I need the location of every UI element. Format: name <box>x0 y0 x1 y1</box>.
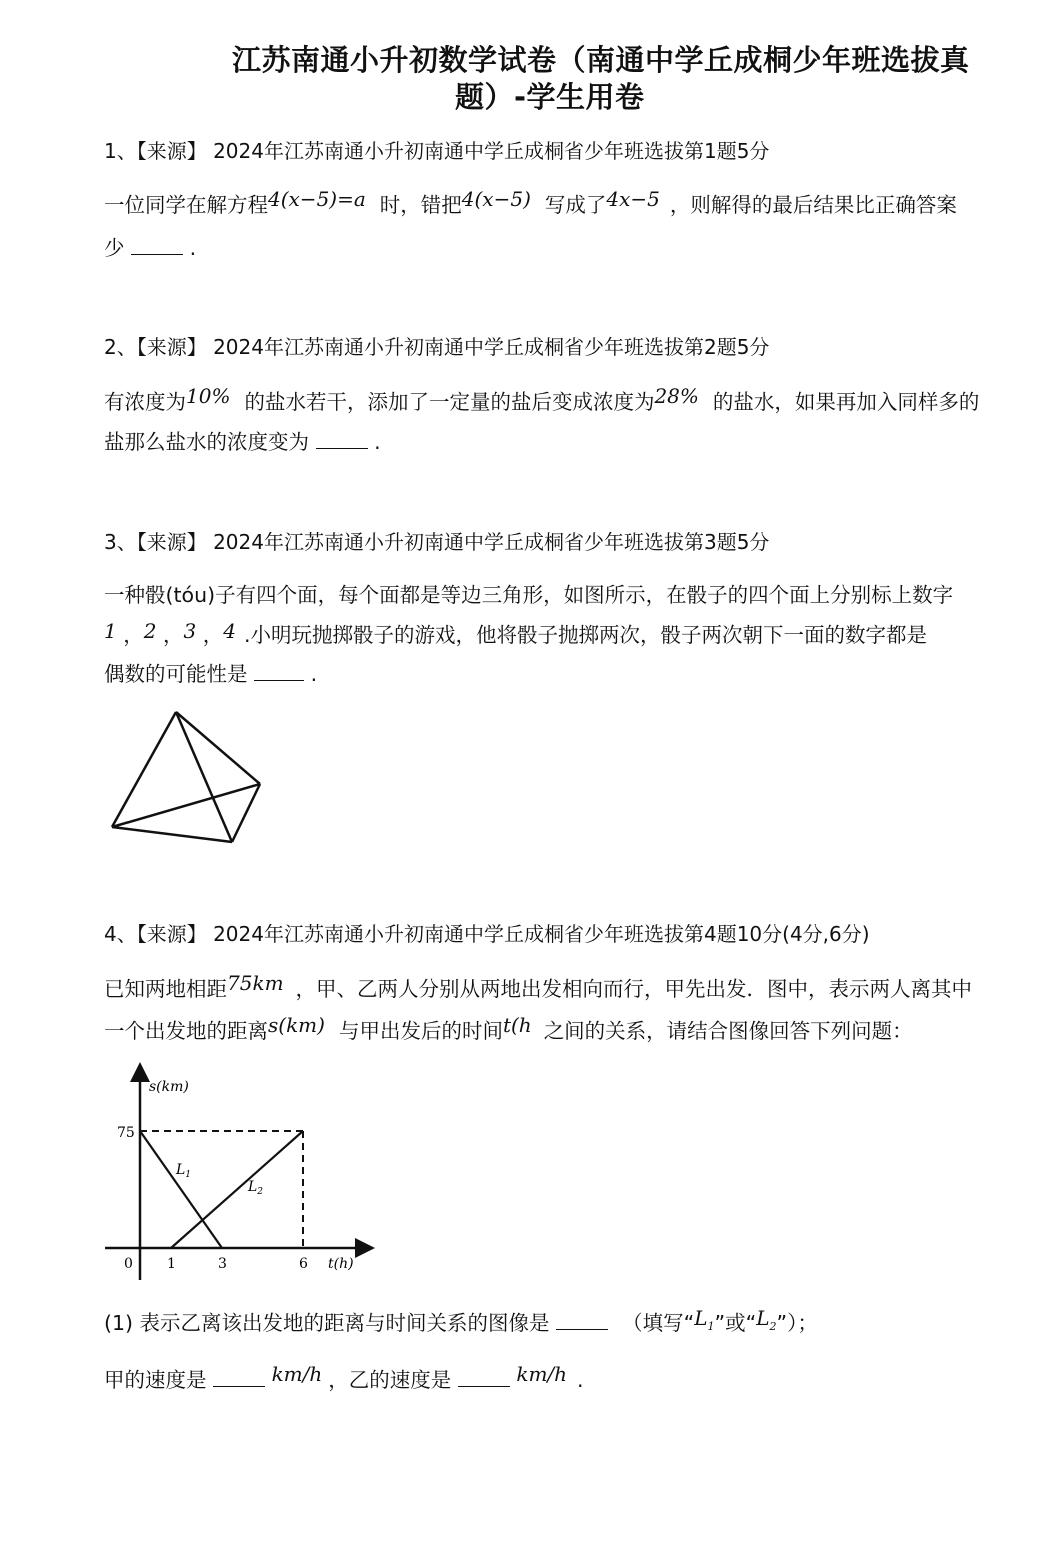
q3-answer-blank[interactable] <box>254 662 304 681</box>
q1-text-a: 一位同学在解方程 <box>104 193 268 217</box>
y-tick-75: 75 <box>117 1125 135 1141</box>
x-tick-6: 6 <box>299 1256 308 1272</box>
x-tick-3: 3 <box>218 1256 227 1272</box>
tetrahedron-figure <box>100 700 270 850</box>
q2-text-line1 <box>104 385 979 415</box>
q1-text-d: ，则解得的最后结果比正确答案 <box>669 193 957 217</box>
q4-part1 <box>104 1306 818 1338</box>
q4-part2-text-a: 甲的速度是 <box>104 1368 207 1392</box>
q4-s-variable: s(km) <box>268 1013 325 1037</box>
tetra-edge <box>112 712 176 827</box>
q4-source: 4、【来源】 2024年江苏南通小升初南通中学丘成桐省少年班选拔第4题10分(4分,6分) <box>104 922 870 946</box>
q1-wrong-expression: 4x−5 <box>606 187 660 211</box>
tetra-edge <box>232 784 260 842</box>
page-title-line2: 题）-学生用卷 <box>455 80 645 114</box>
q4-part2-period: . <box>577 1368 584 1392</box>
q3-text-line3 <box>104 657 317 687</box>
tetra-edge <box>176 712 232 842</box>
line-L2-letter: L <box>248 1179 258 1195</box>
q4-part2-text-b: ，乙的速度是 <box>328 1368 452 1392</box>
q4-text-d: 与甲出发后的时间 <box>338 1019 503 1043</box>
line-L2 <box>171 1131 303 1248</box>
q4-text-line2 <box>104 1014 913 1044</box>
page-title-line1: 江苏南通小升初数学试卷（南通中学丘成桐少年班选拔真 <box>232 43 970 77</box>
q1-text-line2 <box>104 231 196 261</box>
line-L1 <box>140 1131 222 1248</box>
q2-text-b: 的盐水若干，添加了一定量的盐后变成浓度为 <box>244 390 655 414</box>
q4-part1-L1 <box>694 1306 715 1333</box>
q1-answer-blank[interactable] <box>131 236 183 255</box>
q3-number-4: 4 <box>223 619 237 643</box>
q3-source: 3、【来源】 2024年江苏南通小升初南通中学丘成桐省少年班选拔第3题5分 <box>104 530 770 554</box>
q3-number-3: 3 <box>183 619 197 643</box>
q4-part1-hint-or: ”或“ <box>714 1311 757 1335</box>
q4-t-variable: t(h <box>502 1013 532 1037</box>
q3-number-1: 1 <box>104 619 117 643</box>
line-L1-label <box>175 1162 191 1180</box>
line-L2-label <box>247 1179 263 1197</box>
q3-text-b: .小明玩抛掷骰子的游戏，他将骰子抛掷两次，骰子两次朝下一面的数字都是 <box>244 623 928 647</box>
q4-part1-L1-letter: L <box>694 1306 708 1330</box>
q2-concentration-2: 28% <box>654 384 699 408</box>
q3-number-2: 2 <box>143 619 157 643</box>
q4-text-b: ，甲、乙两人分别从两地出发相向而行，甲先出发．图中，表示两人离其中 <box>295 977 973 1001</box>
q4-part1-L2-letter: L <box>756 1306 770 1330</box>
q3-text-line2 <box>104 618 927 648</box>
q1-text-e: 少 <box>104 236 125 260</box>
q3-comma: ， <box>163 623 184 647</box>
q4-part1-hint-close: ”）； <box>776 1311 818 1335</box>
q4-text-e: 之间的关系，请结合图像回答下列问题： <box>543 1019 913 1043</box>
q2-text-d: 盐那么盐水的浓度变为 <box>104 430 309 454</box>
q4-part1-hint-open: （填写“ <box>622 1311 695 1335</box>
q1-source: 1、【来源】 2024年江苏南通小升初南通中学丘成桐省少年班选拔第1题5分 <box>104 139 770 163</box>
origin-label: 0 <box>124 1256 133 1272</box>
x-tick-1: 1 <box>167 1256 176 1272</box>
q4-text-c: 一个出发地的距离 <box>104 1019 268 1043</box>
q4-speed-yi-blank[interactable] <box>458 1368 510 1387</box>
q2-answer-blank[interactable] <box>316 430 368 449</box>
q3-text-c: 偶数的可能性是 <box>104 662 248 686</box>
q1-expression: 4(x−5) <box>461 187 531 211</box>
q4-text-line1 <box>104 972 972 1002</box>
q4-part1-L2-sub: 2 <box>769 1320 777 1333</box>
q2-source: 2、【来源】 2024年江苏南通小升初南通中学丘成桐省少年班选拔第2题5分 <box>104 335 770 359</box>
line-L2-subscript: 2 <box>257 1187 264 1197</box>
q4-speed-jia-blank[interactable] <box>213 1368 265 1387</box>
q1-equation: 4(x−5)=a <box>268 187 366 211</box>
line-L1-letter: L <box>176 1162 186 1178</box>
distance-time-graph <box>95 1055 390 1280</box>
q1-text-b: 时，错把 <box>379 193 462 217</box>
q3-text-line1: 一种骰(tóu)子有四个面，每个面都是等边三角形，如图所示，在骰子的四个面上分别标上数字 <box>104 583 954 607</box>
q1-text-c: 写成了 <box>544 193 607 217</box>
line-L1-subscript: 1 <box>185 1170 192 1180</box>
q4-distance: 75km <box>227 971 284 995</box>
q2-period: . <box>374 430 381 454</box>
q2-concentration-1: 10% <box>186 384 231 408</box>
q3-comma: ， <box>123 623 144 647</box>
q2-text-c: 的盐水，如果再加入同样多的 <box>712 390 980 414</box>
q4-text-a: 已知两地相距 <box>104 977 227 1001</box>
q2-text-line2 <box>104 425 381 455</box>
q4-part1-L1-sub: 1 <box>707 1320 715 1333</box>
q4-unit-2: km/h <box>516 1362 568 1386</box>
q1-period: . <box>189 236 197 260</box>
q4-part2 <box>104 1363 584 1393</box>
q3-comma: ， <box>202 623 224 647</box>
q4-part1-L2 <box>756 1306 777 1333</box>
y-axis-label: s(km) <box>149 1079 189 1095</box>
q2-text-a: 有浓度为 <box>104 390 186 414</box>
tetra-edge <box>112 784 260 827</box>
x-axis-label: t(h) <box>328 1256 354 1272</box>
q4-unit-1: km/h <box>271 1362 323 1386</box>
q3-period: . <box>310 662 318 686</box>
tetra-edge <box>176 712 260 784</box>
q4-part1-blank[interactable] <box>556 1311 608 1330</box>
tetra-edge <box>112 827 232 842</box>
q1-text-line1 <box>104 188 957 218</box>
q4-part1-text: (1) 表示乙离该出发地的距离与时间关系的图像是 <box>104 1311 550 1335</box>
